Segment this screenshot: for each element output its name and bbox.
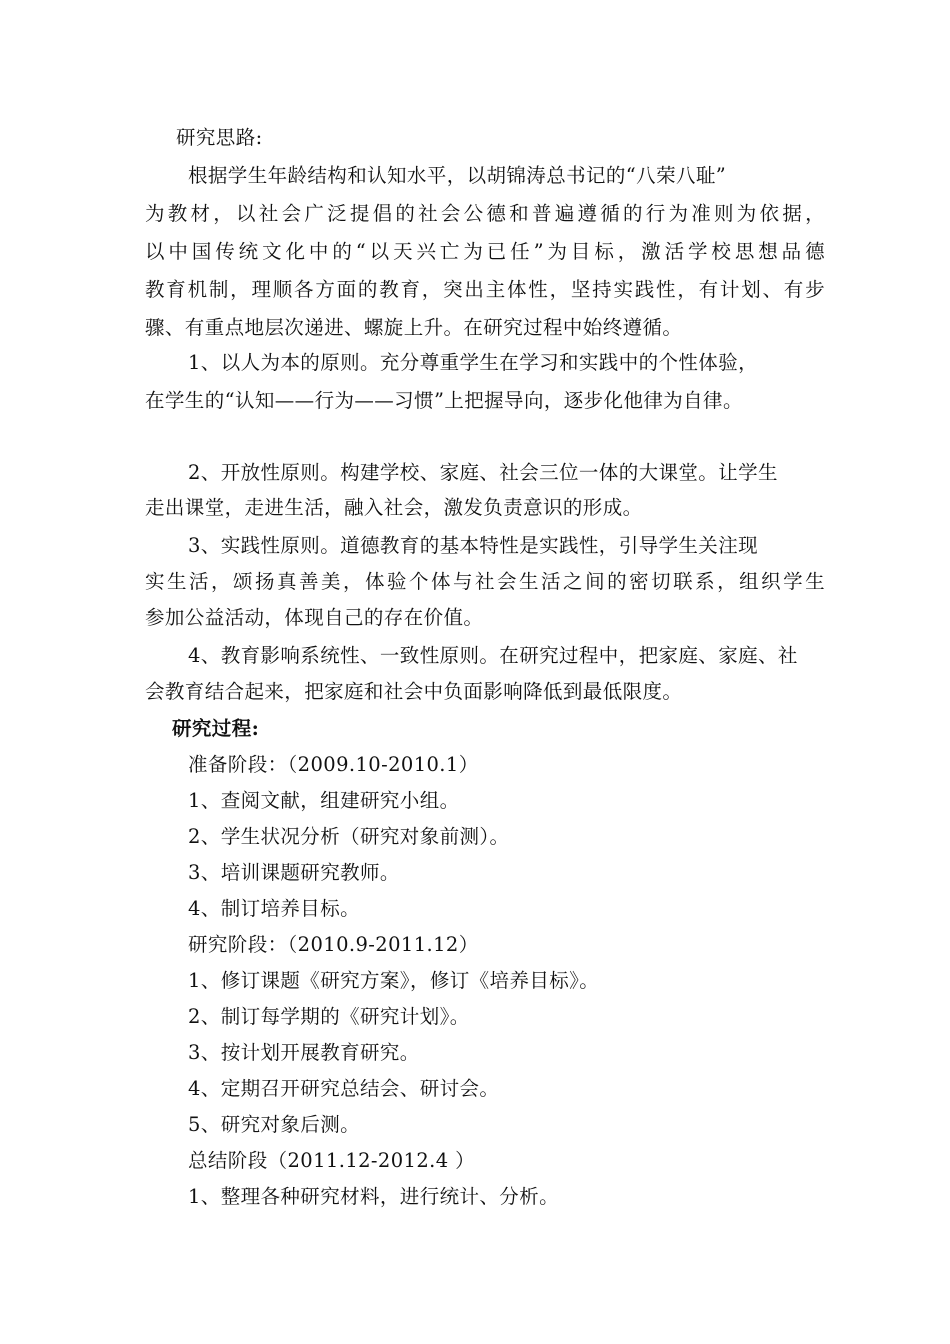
stage-title: 总结阶段（2011.12-2012.4 ）	[188, 1149, 476, 1172]
thinking-paragraph-line: 根据学生年龄结构和认知水平，以胡锦涛总书记的“八荣八耻”	[188, 164, 727, 187]
thinking-paragraph-line: 教育机制，理顺各方面的教育，突出主体性，坚持实践性，有计划、有步	[145, 278, 825, 301]
stage-item: 3、按计划开展教育研究。	[188, 1041, 420, 1064]
research-thinking-heading: 研究思路:	[176, 126, 263, 149]
stage-item: 5、研究对象后测。	[188, 1113, 361, 1136]
stage-item: 4、定期召开研究总结会、研讨会。	[188, 1077, 500, 1100]
thinking-paragraph-line: 以中国传统文化中的“以天兴亡为已任”为目标，激活学校思想品德	[145, 240, 825, 263]
research-process-heading: 研究过程:	[172, 717, 260, 740]
stage-item: 2、学生状况分析（研究对象前测）。	[188, 825, 510, 848]
stage-item: 1、修订课题《研究方案》，修订《培养目标》。	[188, 969, 600, 992]
principle-3-line: 3、实践性原则。道德教育的基本特性是实践性，引导学生关注现	[188, 534, 759, 557]
principle-1-line: 在学生的“认知——行为——习惯”上把握导向，逐步化他律为自律。	[145, 389, 743, 412]
stage-item: 3、培训课题研究教师。	[188, 861, 400, 884]
principle-3-line: 实生活，颂扬真善美，体验个体与社会生活之间的密切联系，组织学生	[145, 570, 825, 593]
stage-item: 2、制订每学期的《研究计划》。	[188, 1005, 470, 1028]
principle-4-line: 4、教育影响系统性、一致性原则。在研究过程中，把家庭、家庭、社	[188, 644, 798, 667]
stage-item: 1、整理各种研究材料，进行统计、分析。	[188, 1185, 560, 1208]
principle-2-line: 走出课堂，走进生活，融入社会，激发负责意识的形成。	[145, 496, 643, 519]
thinking-paragraph-line: 骤、有重点地层次递进、螺旋上升。在研究过程中始终遵循。	[145, 316, 683, 339]
stage-item: 1、查阅文献，组建研究小组。	[188, 789, 460, 812]
principle-4-line: 会教育结合起来，把家庭和社会中负面影响降低到最低限度。	[145, 680, 683, 703]
principle-2-line: 2、开放性原则。构建学校、家庭、社会三位一体的大课堂。让学生	[188, 461, 778, 484]
stage-title: 准备阶段：（2009.10-2010.1）	[188, 753, 479, 776]
stage-title: 研究阶段：（2010.9-2011.12）	[188, 933, 479, 956]
stage-item: 4、制订培养目标。	[188, 897, 361, 920]
principle-3-line: 参加公益活动，体现自己的存在价值。	[145, 606, 484, 629]
principle-1-line: 1、以人为本的原则。充分尊重学生在学习和实践中的个性体验，	[188, 351, 759, 374]
thinking-paragraph-line: 为教材，以社会广泛提倡的社会公德和普遍遵循的行为准则为依据，	[145, 202, 825, 225]
